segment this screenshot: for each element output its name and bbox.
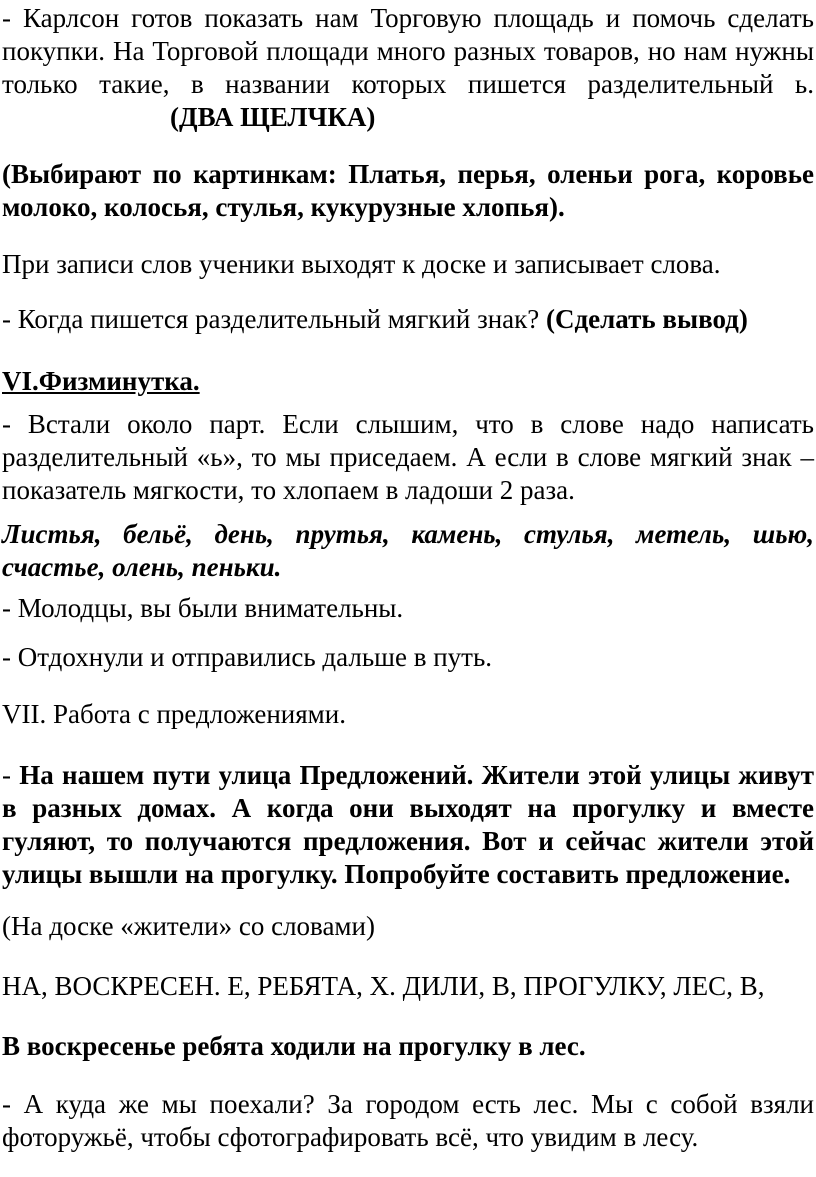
paragraph-intro-text: - Карлсон готов показать нам Торговую площадь и помочь сделать покупки. На Торговой площади много разных товаров, но нам нужны только такие, в названии которых пишется разделительный ь. <box>2 3 814 99</box>
paragraph-exercise-instructions: - Встали около парт. Если слышим, что в слове надо написать разделительный «ь», то мы приседаем. А если в слове мягкий знак – показатель мягкости, то хлопаем в ладоши 2 раза. <box>2 409 814 505</box>
paragraph-intro <box>2 2 814 134</box>
question-text: - Когда пишется разделительный мягкий знак? <box>2 304 547 334</box>
conclusion-note: (Сделать вывод) <box>546 304 748 334</box>
section-heading-physical-break: VI.Физминутка. <box>2 366 200 396</box>
sentence-street-text: На нашем пути улица Предложений. Жители этой улицы живут в разных домах. А когда они выходят на прогулку и вместе гуляют, то получаются предложения. Вот и сейчас жители этой улицы вышли на прогулку. Попробуйте составить предложение. <box>2 760 814 889</box>
paragraph-forest-trip: - А куда же мы поехали? За городом есть лес. Мы с собой взяли фоторужьё, чтобы сфотографировать всё, что увидим в лесу. <box>2 1089 814 1152</box>
paragraph-board-writing: При записи слов ученики выходят к доске и записывает слова. <box>2 249 721 279</box>
paragraph-question-soft-sign <box>2 303 814 336</box>
two-clicks-note: (ДВА ЩЕЛЧКА) <box>170 102 376 132</box>
paragraph-rested: - Отдохнули и отправились дальше в путь. <box>2 642 493 672</box>
paragraph-dash: - <box>2 760 20 790</box>
paragraph-picture-choice: (Выбирают по картинкам: Платья, перья, оленьи рога, коровье молоко, колосья, стулья, кукурузные хлопья). <box>2 159 814 222</box>
section-heading-sentences: VII. Работа с предложениями. <box>2 699 346 729</box>
paragraph-sentence-street <box>2 759 814 891</box>
paragraph-answer-sentence: В воскресенье ребята ходили на прогулку в лес. <box>2 1031 586 1061</box>
paragraph-scrambled-words: НА, ВОСКРЕСЕН. Е, РЕБЯТА, Х. ДИЛИ, В, ПРОГУЛКУ, ЛЕС, В, <box>2 971 765 1001</box>
paragraph-board-residents: (На доске «жители» со словами) <box>2 911 375 941</box>
paragraph-word-list: Листья, бельё, день, прутья, камень, стулья, метель, шью, счастье, олень, пеньки. <box>2 519 814 582</box>
paragraph-praise: - Молодцы, вы были внимательны. <box>2 593 404 623</box>
